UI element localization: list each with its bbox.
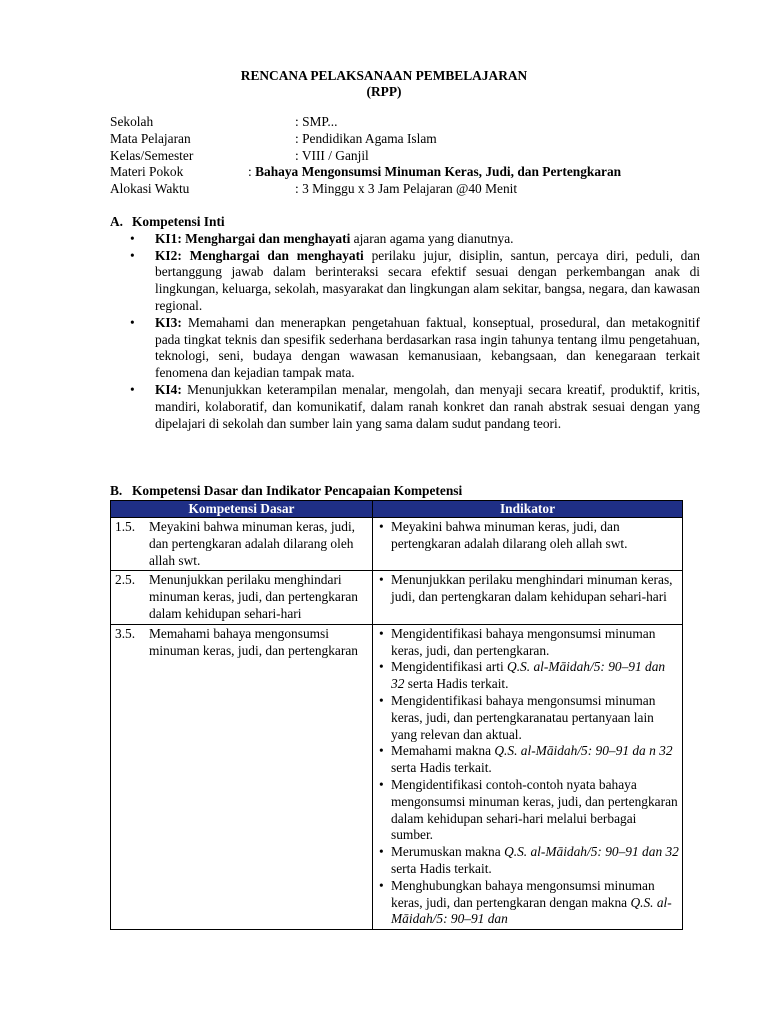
indicator-text: Mengidentifikasi contoh-contoh nyata bahaya mengonsumsi minuman keras, judi, dan pertengkaran dalam kehidupan sehari-hari melalui berbagai sumber. xyxy=(391,776,678,843)
quran-reference: Q.S. al-Māidah/5: 90–91 da n 32 xyxy=(494,743,673,759)
info-row-kelas-semester xyxy=(110,148,710,165)
indicator-text: Mengidentifikasi bahaya mengonsumsi minuman keras, judi, dan pertengkaran. xyxy=(391,625,656,658)
indicator-text: Merumuskan makna xyxy=(391,844,505,860)
kd-text: Menunjukkan perilaku menghindari minuman keras, judi, dan pertengkaran dalam kehidupan sehari-hari xyxy=(149,572,358,621)
section-heading xyxy=(110,483,710,500)
section-title: Kompetensi Inti xyxy=(132,214,225,229)
ki-code: KI2: Menghargai dan menghayati xyxy=(155,247,364,263)
indicator-text: Mengidentifikasi arti xyxy=(391,659,508,675)
list-item-ki2 xyxy=(110,248,700,315)
table-row xyxy=(111,624,683,929)
indicator-cell xyxy=(373,518,683,571)
info-label: Sekolah xyxy=(110,114,154,129)
section-heading xyxy=(110,214,700,231)
ki-text: Menunjukkan keterampilan menalar, mengolah, dan menyaji secara kreatif, produktif, kritis, mandiri, kolaboratif, dan komunikatif, dalam ranah konkret dan ranah abstrak sesuai dengan yang dipelajari di sekolah dan sumber lain yang sama dalam sudut pandang teori. xyxy=(155,381,700,431)
indicator-text: Menghubungkan bahaya mengonsumsi minuman keras, judi, dan pertengkaran dengan makna xyxy=(391,877,655,910)
indicator-cell xyxy=(373,571,683,624)
bullet-icon: • xyxy=(379,625,384,641)
kd-text: Memahami bahaya mengonsumsi minuman keras, judi, dan pertengkaran xyxy=(149,625,358,658)
list-item xyxy=(377,844,679,878)
bullet-icon: • xyxy=(130,381,135,397)
materi-pokok-value: Bahaya Mengonsumsi Minuman Keras, Judi, dan Pertengkaran xyxy=(255,164,622,180)
list-item xyxy=(377,572,679,606)
info-row-mata-pelajaran xyxy=(110,131,710,148)
indicator-text: serta Hadis terkait. xyxy=(391,860,492,876)
quran-reference: Q.S. al-Māidah/5: 90–91 dan 32 xyxy=(504,844,679,860)
table-row xyxy=(111,571,683,624)
document-subtitle: (RPP) xyxy=(366,84,402,99)
info-value: : Pendidikan Agama Islam xyxy=(295,130,437,146)
indicator-text: Mengidentifikasi bahaya mengonsumsi minuman keras, judi, dan pertengkaranatau pertanyaan lain yang relevan dan aktual. xyxy=(391,692,656,742)
ki-code: KI1: Menghargai dan menghayati xyxy=(155,230,351,246)
quran-reference: Q.S. al-Māidah/5: 90–91 dan xyxy=(391,894,672,927)
document-title: RENCANA PELAKSANAAN PEMBELAJARAN xyxy=(240,68,528,83)
indicator-list xyxy=(377,519,679,553)
kd-number: 1.5. xyxy=(115,519,136,534)
ki-code: KI3: xyxy=(155,314,182,330)
list-item xyxy=(377,519,679,553)
kd-indikator-table xyxy=(110,500,683,930)
bullet-icon: • xyxy=(379,877,384,893)
bullet-icon: • xyxy=(130,247,135,263)
bullet-icon: • xyxy=(379,692,384,708)
bullet-icon: • xyxy=(379,743,384,759)
ki-text: perilaku jujur, disiplin, santun, percaya diri, peduli, dan bertanggung jawab dalam berinteraksi secara efektif sesuai dengan perkembangan anak di lingkungan, keluarga, sekolah, masyarakat dan lingkungan alam sekitar, bangsa, negara, dan kawasan regional. xyxy=(155,247,700,313)
list-item xyxy=(377,743,679,777)
info-value xyxy=(248,164,621,181)
info-label: Materi Pokok xyxy=(110,164,184,180)
section-letter: A. xyxy=(110,214,124,229)
info-row-alokasi-waktu xyxy=(110,181,710,198)
kd-text: Meyakini bahwa minuman keras, judi, dan pertengkaran adalah dilarang oleh allah swt. xyxy=(149,519,356,568)
column-header-indikator: Indikator xyxy=(373,501,683,518)
section-title: Kompetensi Dasar dan Indikator Pencapaian Kompetensi xyxy=(132,483,463,498)
list-item xyxy=(377,693,679,743)
section-letter: B. xyxy=(110,483,123,498)
info-value: : 3 Minggu x 3 Jam Pelajaran @40 Menit xyxy=(295,181,518,197)
bullet-icon: • xyxy=(130,230,135,246)
indicator-list xyxy=(377,572,679,606)
section-kompetensi-inti xyxy=(110,214,700,432)
kd-number: 3.5. xyxy=(115,625,136,641)
indicator-text: Memahami makna xyxy=(391,743,495,759)
list-item-ki4 xyxy=(110,382,700,432)
kd-number: 2.5. xyxy=(115,572,136,588)
info-label: Alokasi Waktu xyxy=(110,181,190,197)
quran-reference: Q.S. al-Māidah/5: 90–91 dan 32 xyxy=(391,659,666,692)
kd-cell xyxy=(111,624,373,929)
indicator-cell xyxy=(373,624,683,929)
list-item xyxy=(377,777,679,844)
bullet-icon: • xyxy=(130,314,135,330)
indicator-text: Menunjukkan perilaku menghindari minuman keras, judi, dan pertengkaran dalam kehidupan sehari-hari xyxy=(391,572,673,605)
bullet-icon: • xyxy=(379,776,384,792)
table-header-row xyxy=(111,501,683,518)
table-row xyxy=(111,518,683,571)
info-row-materi-pokok xyxy=(110,164,710,181)
bullet-icon: • xyxy=(379,844,384,860)
bullet-icon: • xyxy=(379,519,384,534)
list-item xyxy=(377,626,679,660)
indicator-text: Meyakini bahwa minuman keras, judi, dan pertengkaran adalah dilarang oleh allah swt. xyxy=(391,519,628,551)
info-label: Kelas/Semester xyxy=(110,147,194,163)
bullet-icon: • xyxy=(379,659,384,675)
list-item-ki1 xyxy=(110,231,700,248)
ki-text: ajaran agama yang dianutnya. xyxy=(350,230,514,246)
indicator-text: serta Hadis terkait. xyxy=(404,676,509,692)
list-item-ki3 xyxy=(110,315,700,382)
kd-cell xyxy=(111,518,373,571)
info-colon: : xyxy=(248,164,256,180)
indicator-list xyxy=(377,626,679,928)
identity-block xyxy=(110,114,710,198)
info-value: : SMP... xyxy=(295,114,338,129)
info-value: : VIII / Ganjil xyxy=(295,147,369,163)
info-label: Mata Pelajaran xyxy=(110,130,191,146)
column-header-kompetensi-dasar: Kompetensi Dasar xyxy=(111,501,373,518)
bullet-icon: • xyxy=(379,572,384,588)
section-kompetensi-dasar xyxy=(110,483,710,500)
info-row-sekolah xyxy=(110,114,710,131)
indicator-text: serta Hadis terkait. xyxy=(391,760,492,776)
kd-cell xyxy=(111,571,373,624)
ki-list xyxy=(110,231,700,433)
list-item xyxy=(377,878,679,928)
list-item xyxy=(377,659,679,693)
ki-text: Memahami dan menerapkan pengetahuan faktual, konseptual, prosedural, dan metakognitif pada tingkat teknis dan spesifik sederhana berdasarkan rasa ingin tahunya tentang ilmu pengetahuan, teknologi, seni, budaya dengan wawasan kemanusiaan, kebangsaan, dan kenegaraan terkait fenomena dan kejadian tampak mata. xyxy=(155,314,700,381)
ki-code: KI4: xyxy=(155,381,182,397)
